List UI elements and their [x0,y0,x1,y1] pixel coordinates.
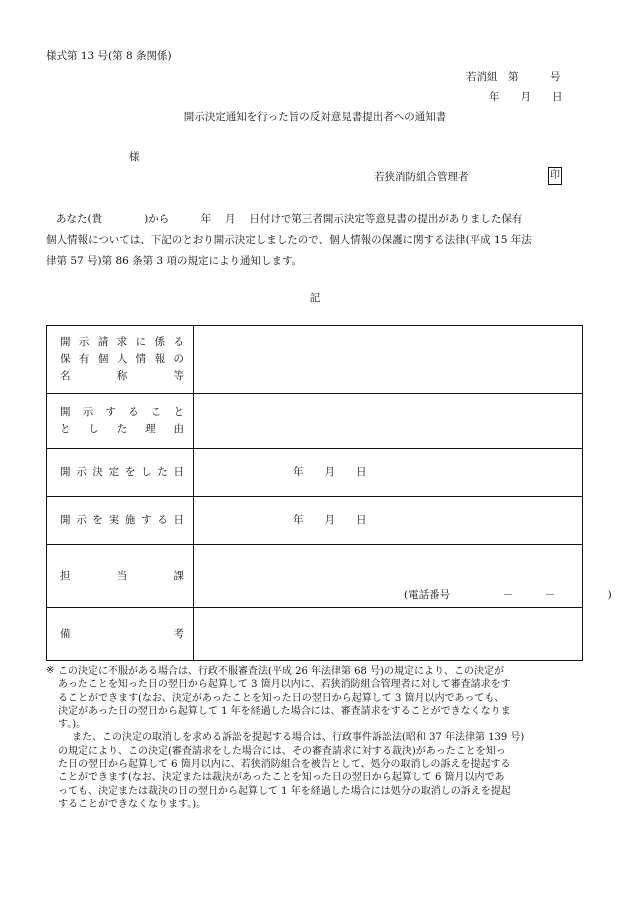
value-remarks[interactable] [194,608,583,661]
label-implementation-date [47,497,194,545]
label-remarks [47,608,194,661]
body-line: あなた(貴 )から 年 月 日付けで第三者開示決定等意見書の提出がありました保有 [56,213,523,225]
note-line: の規定により、この決定(審査請求をした場合には、その審査請求に対する裁決)があったことを知っ [58,745,506,757]
value-disclosure-reason[interactable] [194,394,583,449]
body-line: 個人情報については、下記のとおり開示決定しましたので、個人情報の保護に関する法律(平成 15 年法 [46,234,532,246]
table-row [47,326,583,394]
note-line: た日の翌日から起算して 6 箇月以内に、若狭消防組合を被告として、処分の取消しの訴えを提起する [58,759,511,771]
value-request-info-name[interactable] [194,326,583,394]
label-line: 担 当 課 [60,569,184,582]
label-department-in-charge [47,545,194,608]
seal-stamp-box: 印 [548,167,562,185]
note-line: あったことを知った日の翌日から起算して 3 箇月以内に、若狭消防組合管理者に対して審査請求をす [58,679,511,691]
label-line: 開示決定をした日 [60,466,184,478]
label-disclosure-reason [47,394,194,449]
note-line: ることができます(なお、決定があったことを知った日の翌日から起算して 3 箇月以内であっても、 [58,692,505,704]
notice-body [46,209,586,272]
label-line: 開 示 す る こ と [60,406,184,418]
note-line: す。)。 [58,719,87,731]
document-title: 開示決定通知を行った旨の反対意見書提出者への通知書 [183,111,447,123]
note-mark: ※ [46,665,55,676]
disclosure-info-table [46,325,612,661]
form-label: 様式第 13 号(第 8 条関係) [46,50,172,62]
value-decision-date[interactable] [194,449,583,497]
document-number: 若消組 第 号 [466,71,561,83]
note-line: っても、決定または裁決の日の翌日から起算して 1 年を経過した場合には処分の取消しの訴えを提起 [58,785,511,797]
label-line: 名 称 等 [60,370,184,382]
note-line: また、この決定の取消しを求める訴訟を提起する場合は、行政事件訴訟法(昭和 37 年法律第 139 号) [72,732,525,744]
implementation-date-text: 年 月 日 [293,513,367,526]
table-row [47,449,583,497]
decision-date-text: 年 月 日 [293,465,367,478]
table-row [47,497,583,545]
issue-date: 年 月 日 [489,91,563,103]
label-decision-date [47,449,194,497]
label-request-info-name [47,326,194,394]
table-row [47,608,583,661]
table-row [47,394,583,449]
note-line: 決定があった日の翌日から起算して 1 年を経過した場合には、審査請求をすることができなくなりま [58,705,511,717]
label-line: 保 有 個 人 情 報 の [60,353,184,365]
note-line: ことができます(なお、決定または裁決があったことを知った日の翌日から起算して 6 箇月以内であ [58,772,505,784]
note-line: この決定に不服がある場合は、行政不服審査法(平成 26 年法律第 68 号)の規定により、この決定が [58,666,504,677]
notes-section [46,665,586,811]
recipient-honorific: 様 [129,151,140,163]
table-row [47,545,583,608]
label-line: と し た 理 由 [60,423,184,435]
body-line: 律第 57 号)第 86 条第 3 項の規定により通知します。 [46,255,303,267]
ki-heading: 記 [309,292,321,304]
label-line: 備 考 [60,627,184,640]
label-line: 開示を実施する日 [60,514,184,526]
sender-name: 若狭消防組合管理者 [374,171,469,183]
phone-number-field: (電話番号 － － ) [404,588,612,601]
value-implementation-date[interactable] [194,497,583,545]
label-line: 開 示 請 求 に 係 る [60,336,184,348]
note-line: することができなくなります。)。 [58,798,207,810]
value-department-in-charge[interactable] [194,545,612,608]
